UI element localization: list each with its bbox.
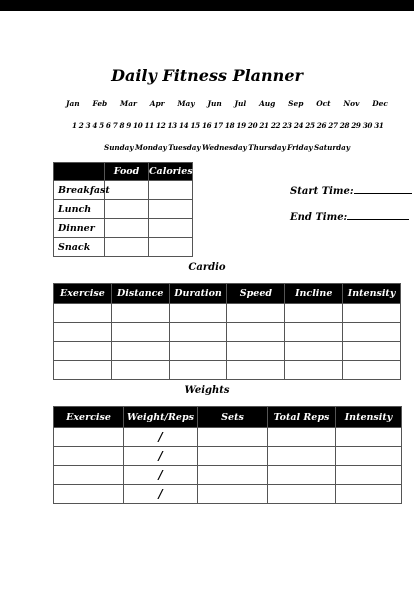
meals-header-cell xyxy=(54,163,105,181)
weekday-label[interactable]: Saturday xyxy=(313,143,350,152)
day-number[interactable]: 3 xyxy=(85,121,91,130)
cardio-cell[interactable] xyxy=(54,361,112,380)
month-label[interactable]: Nov xyxy=(343,99,360,108)
cardio-row xyxy=(54,323,401,342)
top-black-bar xyxy=(0,0,414,11)
cardio-cell[interactable] xyxy=(169,342,227,361)
weights-row xyxy=(54,428,402,447)
day-number[interactable]: 31 xyxy=(374,121,384,130)
cardio-cell[interactable] xyxy=(343,342,401,361)
weights-cell[interactable] xyxy=(54,485,124,504)
meals-header-cell: Food xyxy=(105,163,149,181)
weights-table xyxy=(53,406,402,504)
cardio-cell[interactable] xyxy=(169,304,227,323)
start-time-field[interactable] xyxy=(290,184,412,197)
weights-cell[interactable] xyxy=(54,428,124,447)
day-number[interactable]: 6 xyxy=(105,121,111,130)
meal-food-cell[interactable] xyxy=(105,200,149,219)
weekday-label[interactable]: Sunday xyxy=(104,143,134,152)
day-number[interactable]: 19 xyxy=(236,121,246,130)
meal-food-cell[interactable] xyxy=(105,181,149,200)
weights-row xyxy=(54,466,402,485)
weights-header-cell: Total Reps xyxy=(268,407,336,428)
day-number[interactable]: 8 xyxy=(119,121,125,130)
weights-header-cell: Weight/Reps xyxy=(124,407,198,428)
month-label[interactable]: Feb xyxy=(92,99,108,108)
weekday-label[interactable]: Thursday xyxy=(248,143,286,152)
page-title: Daily Fitness Planner xyxy=(111,66,303,85)
end-time-field[interactable] xyxy=(290,210,409,223)
month-label[interactable]: Jan xyxy=(66,99,80,108)
start-time-label: Start Time: xyxy=(290,186,354,197)
cardio-cell[interactable] xyxy=(54,304,112,323)
weights-row xyxy=(54,447,402,466)
weights-cell[interactable] xyxy=(336,466,402,485)
end-time-blank[interactable] xyxy=(347,210,409,220)
day-number[interactable]: 7 xyxy=(112,121,118,130)
cardio-header-cell: Distance xyxy=(111,284,169,304)
weights-reps-cell[interactable]: / xyxy=(124,447,198,466)
cardio-header-cell: Exercise xyxy=(54,284,112,304)
day-number[interactable]: 9 xyxy=(126,121,131,130)
weights-reps-cell[interactable]: / xyxy=(124,485,198,504)
month-label[interactable]: Jun xyxy=(207,99,222,108)
weights-header-cell: Intensity xyxy=(336,407,402,428)
cardio-header-cell: Intensity xyxy=(343,284,401,304)
day-number[interactable]: 1 xyxy=(72,121,77,130)
day-number[interactable]: 17 xyxy=(213,121,223,130)
day-number[interactable]: 16 xyxy=(201,121,212,130)
cardio-cell[interactable] xyxy=(285,304,343,323)
day-number[interactable]: 29 xyxy=(351,121,361,130)
day-number[interactable]: 15 xyxy=(190,121,200,130)
cardio-heading: Cardio xyxy=(188,262,226,273)
day-number[interactable]: 11 xyxy=(144,121,154,130)
weights-cell[interactable] xyxy=(336,428,402,447)
cardio-row xyxy=(54,361,401,380)
month-label[interactable]: Sep xyxy=(288,99,304,108)
day-number[interactable]: 25 xyxy=(305,121,315,130)
weights-reps-cell[interactable]: / xyxy=(124,428,198,447)
weekday-row xyxy=(104,143,350,152)
meal-calories-cell[interactable] xyxy=(149,181,193,200)
month-label[interactable]: Apr xyxy=(149,99,165,108)
meal-label: Snack xyxy=(54,238,105,257)
cardio-cell[interactable] xyxy=(54,323,112,342)
meal-label: Dinner xyxy=(54,219,105,238)
cardio-cell[interactable] xyxy=(111,323,169,342)
weights-reps-cell[interactable]: / xyxy=(124,466,198,485)
weights-cell[interactable] xyxy=(198,447,268,466)
meal-food-cell[interactable] xyxy=(105,219,149,238)
day-number-row xyxy=(72,121,384,130)
meal-row xyxy=(54,238,193,257)
cardio-cell[interactable] xyxy=(343,361,401,380)
day-number[interactable]: 21 xyxy=(259,121,269,130)
meals-header-cell: Calories xyxy=(149,163,193,181)
day-number[interactable]: 20 xyxy=(247,121,258,130)
cardio-table xyxy=(53,283,401,380)
cardio-cell[interactable] xyxy=(227,304,285,323)
meal-calories-cell[interactable] xyxy=(149,219,193,238)
day-number[interactable]: 23 xyxy=(282,121,292,130)
cardio-cell[interactable] xyxy=(227,323,285,342)
weights-cell[interactable] xyxy=(268,466,336,485)
end-time-label: End Time: xyxy=(290,212,348,223)
cardio-header-cell: Incline xyxy=(285,284,343,304)
weekday-label[interactable]: Monday xyxy=(134,143,167,152)
weights-cell[interactable] xyxy=(198,466,268,485)
start-time-blank[interactable] xyxy=(354,184,412,194)
weights-cell[interactable] xyxy=(336,447,402,466)
weights-row xyxy=(54,485,402,504)
month-label[interactable]: Oct xyxy=(316,99,331,108)
day-number[interactable]: 2 xyxy=(78,121,84,130)
month-label[interactable]: May xyxy=(177,99,195,108)
day-number[interactable]: 24 xyxy=(293,121,304,130)
day-number[interactable]: 22 xyxy=(270,121,281,130)
cardio-cell[interactable] xyxy=(169,361,227,380)
month-row xyxy=(66,99,388,108)
day-number[interactable]: 18 xyxy=(224,121,235,130)
cardio-cell[interactable] xyxy=(111,342,169,361)
weights-cell[interactable] xyxy=(54,447,124,466)
weights-cell[interactable] xyxy=(268,428,336,447)
weights-cell[interactable] xyxy=(268,447,336,466)
weights-header-cell: Exercise xyxy=(54,407,124,428)
day-number[interactable]: 27 xyxy=(328,121,338,130)
day-number[interactable]: 28 xyxy=(339,121,350,130)
month-label[interactable]: Mar xyxy=(120,99,137,108)
weekday-label[interactable]: Wednesday xyxy=(202,143,247,152)
day-number[interactable]: 13 xyxy=(167,121,177,130)
meal-calories-cell[interactable] xyxy=(149,238,193,257)
meals-table xyxy=(53,162,193,257)
cardio-header-cell: Speed xyxy=(227,284,285,304)
weights-cell[interactable] xyxy=(198,485,268,504)
weights-cell[interactable] xyxy=(54,466,124,485)
day-number[interactable]: 10 xyxy=(133,121,143,130)
weights-cell[interactable] xyxy=(336,485,402,504)
month-label[interactable]: Dec xyxy=(372,99,388,108)
month-label[interactable]: Aug xyxy=(259,99,276,108)
day-number[interactable]: 4 xyxy=(92,121,98,130)
weights-heading: Weights xyxy=(184,385,230,396)
weights-cell[interactable] xyxy=(198,428,268,447)
day-number[interactable]: 14 xyxy=(178,121,189,130)
meal-row xyxy=(54,200,193,219)
cardio-cell[interactable] xyxy=(54,342,112,361)
cardio-cell[interactable] xyxy=(111,361,169,380)
cardio-row xyxy=(54,342,401,361)
cardio-cell[interactable] xyxy=(111,304,169,323)
meal-calories-cell[interactable] xyxy=(149,200,193,219)
month-label[interactable]: Jul xyxy=(234,99,247,108)
day-number[interactable]: 5 xyxy=(99,121,104,130)
day-number[interactable]: 12 xyxy=(156,121,166,130)
weights-cell[interactable] xyxy=(268,485,336,504)
meal-row xyxy=(54,219,193,238)
weekday-label[interactable]: Tuesday xyxy=(168,143,201,152)
meal-row xyxy=(54,181,193,200)
cardio-cell[interactable] xyxy=(285,361,343,380)
meal-food-cell[interactable] xyxy=(105,238,149,257)
cardio-cell[interactable] xyxy=(227,361,285,380)
day-number[interactable]: 30 xyxy=(362,121,373,130)
cardio-header-cell: Duration xyxy=(169,284,227,304)
day-number[interactable]: 26 xyxy=(316,121,327,130)
cardio-cell[interactable] xyxy=(227,342,285,361)
cardio-cell[interactable] xyxy=(169,323,227,342)
cardio-cell[interactable] xyxy=(343,323,401,342)
weights-header-cell: Sets xyxy=(198,407,268,428)
cardio-cell[interactable] xyxy=(285,342,343,361)
cardio-row xyxy=(54,304,401,323)
cardio-cell[interactable] xyxy=(285,323,343,342)
meal-label: Lunch xyxy=(54,200,105,219)
cardio-cell[interactable] xyxy=(343,304,401,323)
weekday-label[interactable]: Friday xyxy=(287,143,313,152)
meal-label: Breakfast xyxy=(54,181,105,200)
